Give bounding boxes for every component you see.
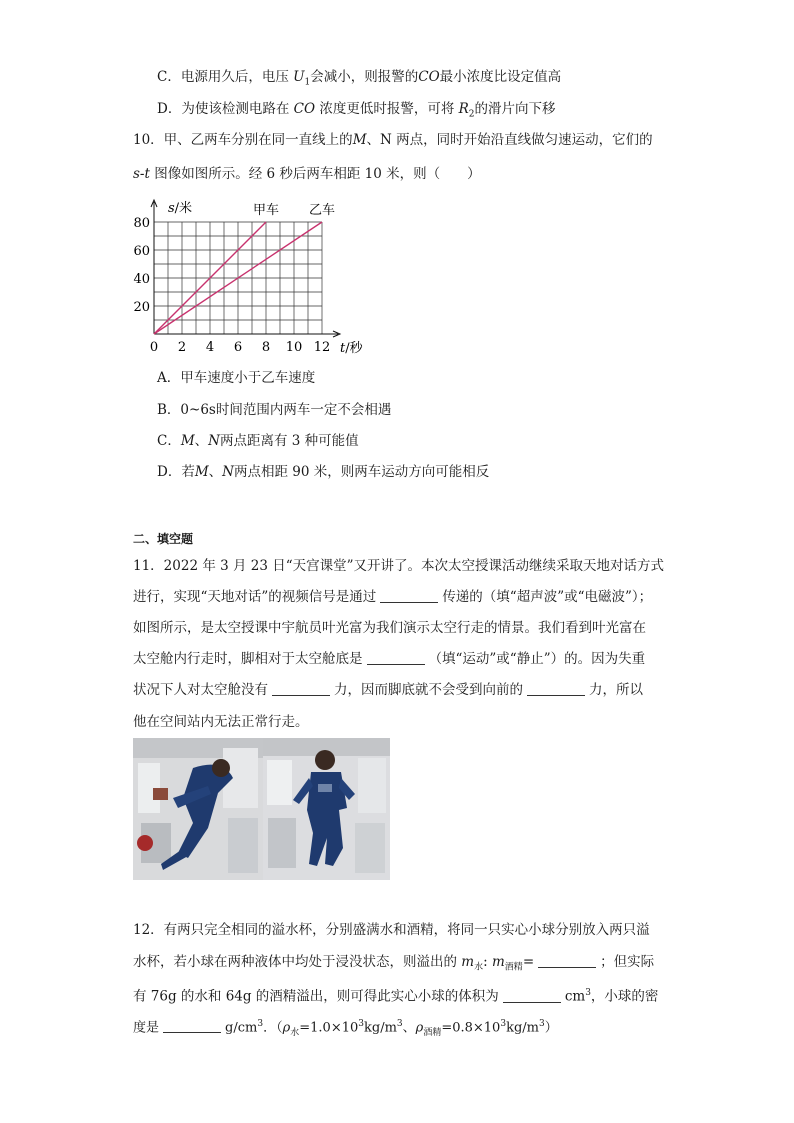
series-label: 乙车 xyxy=(308,203,336,218)
x-tick-label: 12 xyxy=(313,340,331,355)
answer-blank[interactable] xyxy=(272,681,330,696)
answer-blank[interactable] xyxy=(527,681,585,696)
x-tick-label: 2 xyxy=(177,340,187,355)
section-title: 二、填空题 xyxy=(133,532,194,546)
q9-option-d: D．为使该检测电路在 CO 浓度更低时报警，可将 $R_2$的滑片向下移 xyxy=(157,101,556,120)
x-tick-label: 6 xyxy=(233,340,243,355)
x-tick-label: 8 xyxy=(261,340,271,355)
q10-option-b: B．0~6s时间范围内两车一定不会相遇 xyxy=(157,402,392,418)
astronaut-photo-right xyxy=(263,738,390,880)
x-tick-label: 0 xyxy=(149,340,159,355)
q12-line-3: 有 76g 的水和 64g 的酒精溢出，则可得此实心小球的体积为 $cm^3$，小球的密 xyxy=(133,988,659,1005)
x-tick-label: 4 xyxy=(205,340,215,355)
q12-line-2: 水杯，若小球在两种液体中均处于浸没状态，则溢出的 $m_水$: $m_{酒精}=$ ；但实际 xyxy=(133,954,655,973)
q10-option-d: D．若M、N两点相距 90 米，则两车运动方向可能相反 xyxy=(157,464,490,480)
y-axis-label: s/米 xyxy=(168,201,193,216)
y-tick-label: 80 xyxy=(133,216,150,231)
q11-line-4: 太空舱内行走时，脚相对于太空舱底是 （填“运动”或“静止”）的。因为失重 xyxy=(133,651,646,667)
y-tick-label: 40 xyxy=(133,272,150,287)
q10-stem-line-2: s-t 图像如图所示。经 6 秒后两车相距 10 米，则（ ） xyxy=(133,166,481,182)
answer-blank[interactable] xyxy=(380,588,438,603)
q12-line-1: 12．有两只完全相同的溢水杯，分别盛满水和酒精，将同一只实心小球分别放入两只溢 xyxy=(133,922,650,938)
q10-option-c: C．M、N两点距离有 3 种可能值 xyxy=(157,433,359,449)
x-axis-label: t/秒 xyxy=(340,341,363,356)
q11-line-5: 状况下人对太空舱没有 力，因而脚底就不会受到向前的 力，所以 xyxy=(133,682,643,698)
s-t-chart xyxy=(128,196,368,356)
q10-stem-line-1: 10．甲、乙两车分别在同一直线上的M、N 两点，同时开始沿直线做匀速运动，它们的 xyxy=(133,132,653,148)
q11-line-1: 11．2022 年 3 月 23 日“天宫课堂”又开讲了。本次太空授课活动继续采取天地对话方式 xyxy=(133,558,665,574)
answer-blank[interactable] xyxy=(367,650,425,665)
q11-line-2: 进行，实现“天地对话”的视频信号是通过 传递的（填“超声波”或“电磁波”）； xyxy=(133,589,653,605)
q12-line-4: 度是 $g/cm^3$．（$\rho_水=1.0\times 10^3kg/m^3$、$\rho_{酒精}=0.8\times 10^3kg/m^3$） xyxy=(133,1019,558,1038)
answer-blank[interactable] xyxy=(538,953,596,968)
x-tick-label: 10 xyxy=(285,340,303,355)
answer-blank[interactable] xyxy=(163,1018,221,1033)
series-label: 甲车 xyxy=(252,203,280,218)
q11-line-6: 他在空间站内无法正常行走。 xyxy=(133,714,309,730)
y-tick-label: 60 xyxy=(133,244,150,259)
q10-option-a: A．甲车速度小于乙车速度 xyxy=(157,370,316,386)
q11-line-3: 如图所示，是太空授课中宇航员叶光富为我们演示太空行走的情景。我们看到叶光富在 xyxy=(133,620,646,636)
q9-option-c: C．电源用久后，电压 $U_1$会减小，则报警的CO最小浓度比设定值高 xyxy=(157,69,562,88)
y-tick-label: 20 xyxy=(133,300,150,315)
answer-blank[interactable] xyxy=(503,988,561,1003)
astronaut-photo-left xyxy=(133,738,263,880)
